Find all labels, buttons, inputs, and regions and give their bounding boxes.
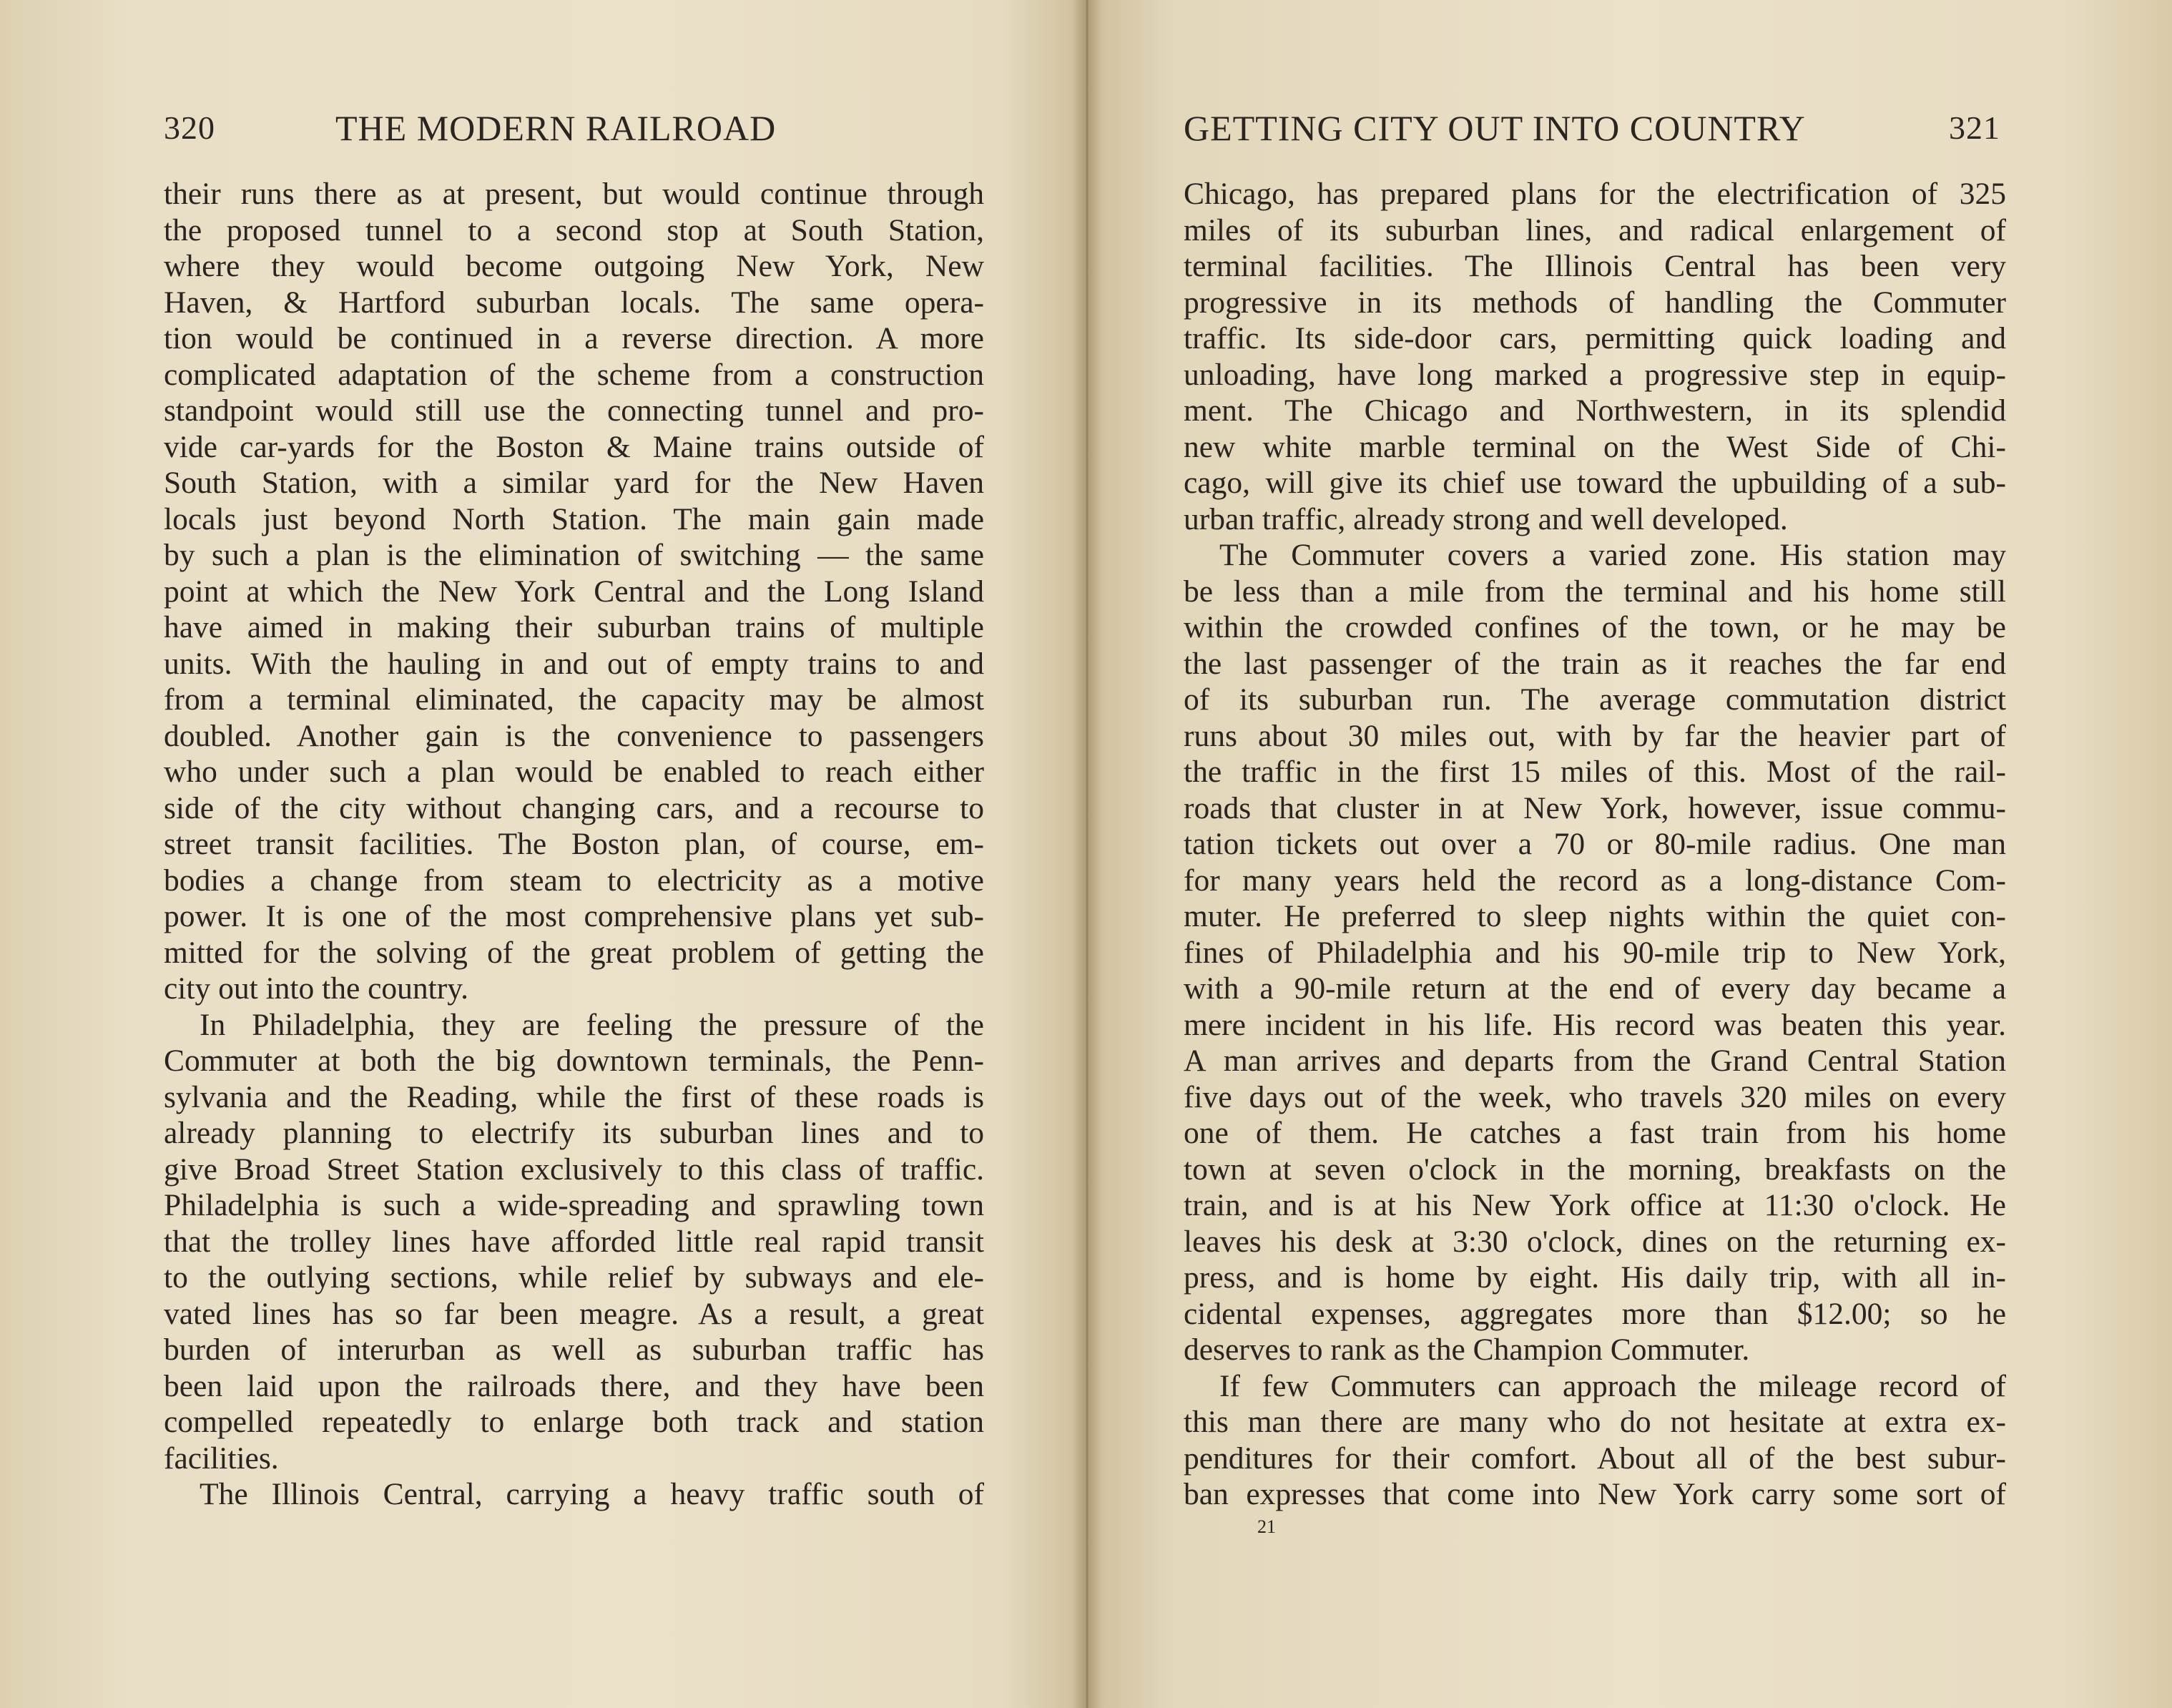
text-line: penditures for their comfort. About all of the best subur- (1184, 1440, 2006, 1476)
text-line: train, and is at his New York office at 11:30 o'clock. He (1184, 1188, 2006, 1222)
text-line: to the outlying sections, while relief by subways and ele- (164, 1260, 984, 1295)
text-line: runs about 30 miles out, with by far the heavier part of (1184, 718, 2006, 753)
text-line: point at which the New York Central and the Long Island (164, 574, 984, 609)
text-line: ment. The Chicago and Northwestern, in its splendid (1184, 393, 2006, 428)
text-line: Haven, & Hartford suburban locals. The same opera- (164, 285, 984, 320)
text-line: have aimed in making their suburban trains of multiple (164, 610, 984, 644)
text-line: tion would be continued in a reverse direction. A more (164, 321, 984, 355)
text-line: standpoint would still use the connecting tunnel and pro- (164, 393, 984, 428)
text-line: unloading, have long marked a progressive step in equip- (1184, 357, 2006, 392)
left-running-head: THE MODERN RAILROAD (335, 108, 777, 148)
right-running-head: GETTING CITY OUT INTO COUNTRY (1184, 108, 1806, 148)
text-line: new white marble terminal on the West Side of Chi- (1184, 429, 2006, 464)
text-line: In Philadelphia, they are feeling the pressure of the (200, 1007, 984, 1042)
left-page-header (164, 106, 984, 150)
right-page-body (1184, 176, 2006, 1513)
text-line: that the trolley lines have afforded little real rapid transit (164, 1224, 984, 1259)
text-line: urban traffic, already strong and well developed. (1184, 501, 1788, 536)
text-line: facilities. (164, 1440, 279, 1476)
text-line: mitted for the solving of the great problem of getting the (164, 935, 984, 970)
text-line: side of the city without changing cars, and a recourse to (164, 790, 984, 825)
text-line: their runs there as at present, but would continue through (164, 177, 984, 211)
text-line: city out into the country. (164, 971, 469, 1006)
text-line: be less than a mile from the terminal and his home still (1184, 574, 2006, 609)
text-line: the proposed tunnel to a second stop at South Station, (164, 212, 984, 247)
left-page-number: 320 (164, 109, 215, 146)
text-line: doubled. Another gain is the convenience to passengers (164, 718, 984, 753)
text-line: traffic. Its side-door cars, permitting quick loading and (1184, 321, 2006, 355)
text-line: within the crowded confines of the town, or he may be (1184, 610, 2006, 644)
text-line: town at seven o'clock in the morning, breakfasts on the (1184, 1152, 2006, 1187)
text-line: vated lines has so far been meagre. As a result, a great (164, 1296, 984, 1331)
signature-mark: 21 (1257, 1516, 1276, 1537)
text-line: power. It is one of the most comprehensive plans yet sub- (164, 899, 984, 933)
text-line: with a 90-mile return at the end of every day became a (1184, 971, 2006, 1006)
text-line: deserves to rank as the Champion Commuter. (1184, 1332, 1750, 1367)
text-line: the traffic in the first 15 miles of this. Most of the rail- (1184, 755, 2006, 789)
text-line: roads that cluster in at New York, however, issue commu- (1184, 790, 2006, 825)
text-line: units. With the hauling in and out of empty trains to and (164, 646, 984, 681)
text-line: Commuter at both the big downtown terminals, the Penn- (164, 1044, 984, 1078)
text-line: for many years held the record as a long-distance Com- (1184, 863, 2006, 898)
text-line: from a terminal eliminated, the capacity may be almost (164, 682, 984, 717)
text-line: mere incident in his life. His record was beaten this year. (1184, 1007, 2006, 1042)
text-line: ban expresses that come into New York carry some sort of (1184, 1477, 2006, 1511)
text-line: South Station, with a similar yard for the New Haven (164, 466, 984, 500)
left-page-body (164, 176, 984, 1513)
text-line: sylvania and the Reading, while the first of these roads is (164, 1079, 984, 1114)
text-line: this man there are many who do not hesitate at extra ex- (1184, 1405, 2006, 1439)
text-line: the last passenger of the train as it reaches the far end (1184, 646, 2006, 681)
text-line: tation tickets out over a 70 or 80-mile radius. One man (1184, 827, 2006, 861)
text-line: The Illinois Central, carrying a heavy traffic south of (200, 1477, 984, 1511)
text-line: cago, will give its chief use toward the upbuilding of a sub- (1184, 466, 2006, 500)
text-line: burden of interurban as well as suburban traffic has (164, 1332, 984, 1367)
text-line: press, and is home by eight. His daily trip, with all in- (1184, 1260, 2006, 1295)
text-line: Chicago, has prepared plans for the electrification of 325 (1184, 177, 2006, 211)
right-page-header (1184, 106, 2006, 150)
text-line: leaves his desk at 3:30 o'clock, dines on the returning ex- (1184, 1224, 2006, 1259)
text-line: one of them. He catches a fast train from his home (1184, 1116, 2006, 1150)
text-line: locals just beyond North Station. The main gain made (164, 501, 984, 536)
text-line: by such a plan is the elimination of switching — the same (164, 538, 984, 572)
text-line: miles of its suburban lines, and radical enlargement of (1184, 212, 2006, 247)
text-line: terminal facilities. The Illinois Central has been very (1184, 249, 2006, 283)
text-line: who under such a plan would be enabled to reach either (164, 755, 984, 789)
text-line: vide car-yards for the Boston & Maine trains outside of (164, 429, 984, 464)
text-line: of its suburban run. The average commutation district (1184, 682, 2006, 717)
right-page (1087, 0, 2172, 1708)
text-line: bodies a change from steam to electricity as a motive (164, 863, 984, 898)
text-line: A man arrives and departs from the Grand Central Station (1184, 1044, 2006, 1078)
text-line: already planning to electrify its suburban lines and to (164, 1116, 984, 1150)
text-line: muter. He preferred to sleep nights within the quiet con- (1184, 899, 2006, 933)
text-line: give Broad Street Station exclusively to this class of traffic. (164, 1152, 984, 1187)
text-line: cidental expenses, aggregates more than $12.00; so he (1184, 1296, 2006, 1331)
text-line: where they would become outgoing New York, New (164, 249, 984, 283)
text-line: progressive in its methods of handling the Commuter (1184, 285, 2006, 320)
text-line: The Commuter covers a varied zone. His station may (1219, 538, 2006, 572)
right-page-number: 321 (1949, 109, 2000, 146)
text-line: If few Commuters can approach the mileage record of (1219, 1368, 2006, 1403)
text-line: street transit facilities. The Boston plan, of course, em- (164, 827, 984, 861)
text-line: five days out of the week, who travels 320 miles on every (1184, 1079, 2006, 1114)
text-line: been laid upon the railroads there, and they have been (164, 1368, 984, 1403)
text-line: compelled repeatedly to enlarge both track and station (164, 1405, 984, 1439)
text-line: Philadelphia is such a wide-spreading and sprawling town (164, 1188, 984, 1222)
text-line: fines of Philadelphia and his 90-mile trip to New York, (1184, 935, 2006, 970)
text-line: complicated adaptation of the scheme from a construction (164, 357, 984, 392)
